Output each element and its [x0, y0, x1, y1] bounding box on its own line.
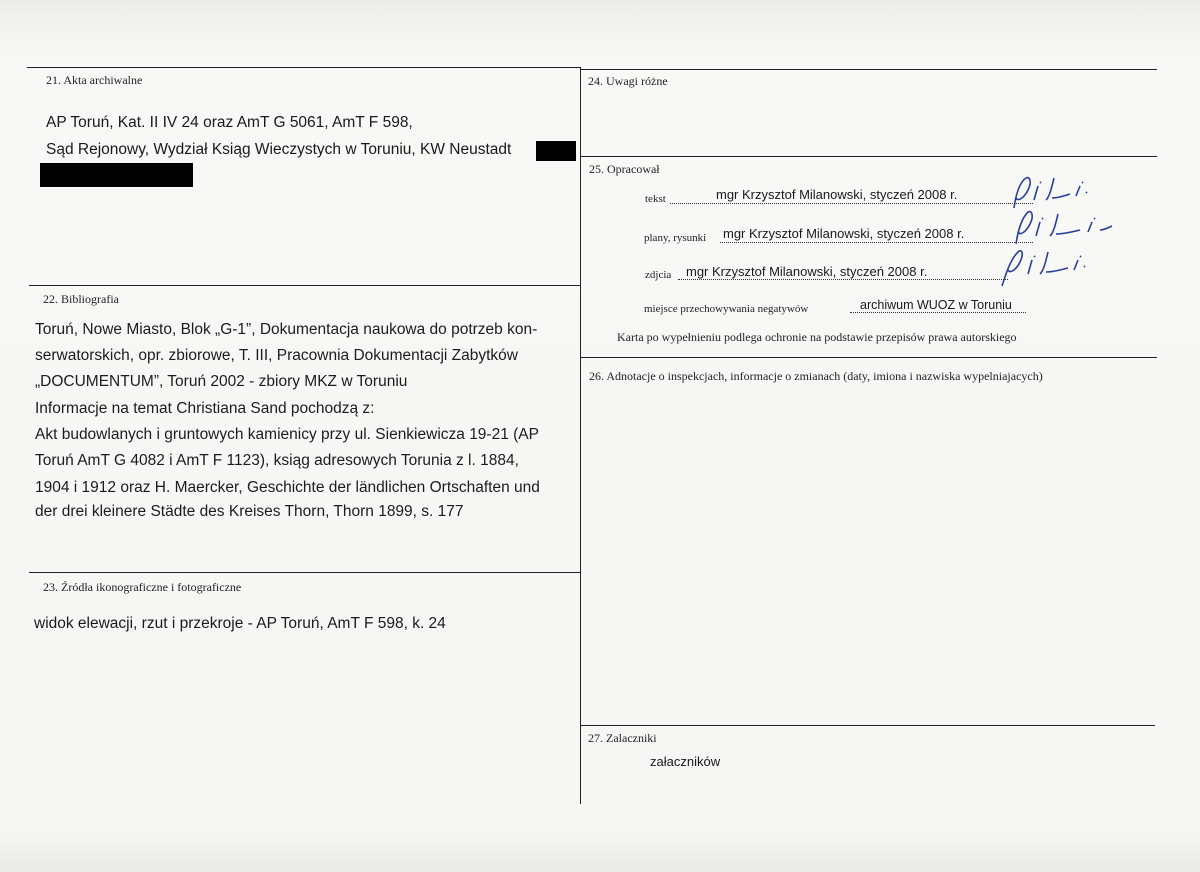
- section-21-line-2: Sąd Rejonowy, Wydział Ksiąg Wieczystych w Toruniu, KW Neustadt: [46, 141, 512, 158]
- signature-zdjecia: [998, 244, 1098, 288]
- signature-plany: [1010, 206, 1120, 246]
- tekst-value: mgr Krzysztof Milanowski, styczeń 2008 r.: [716, 187, 958, 202]
- section-24-title: 24. Uwagi różne: [588, 74, 668, 88]
- tekst-label: tekst: [645, 193, 666, 205]
- rule-22-23: [29, 572, 580, 573]
- section-27-line-1: załaczników: [650, 754, 721, 769]
- rule-26-27: [581, 725, 1155, 726]
- negatywy-value: archiwum WUOZ w Toruniu: [860, 298, 1012, 312]
- bibliography-line: „DOCUMENTUM”, Toruń 2002 - zbiory MKZ w Toruniu: [35, 373, 408, 390]
- section-25-title: 25. Opracował: [589, 162, 660, 176]
- section-27-title: 27. Zalaczniki: [588, 731, 657, 745]
- copyright-note: Karta po wypełnieniu podlega ochronie na podstawie przepisów prawa autorskiego: [617, 330, 1017, 344]
- section-23-line-1: widok elewacji, rzut i przekroje - AP Toruń, AmT F 598, k. 24: [34, 615, 446, 632]
- bibliography-line: 1904 i 1912 oraz H. Maercker, Geschichte der ländlichen Ortschaften und: [35, 479, 540, 496]
- bibliography-line: serwatorskich, opr. zbiorowe, T. III, Pracownia Dokumentacji Zabytków: [35, 347, 518, 364]
- bibliography-line: Toruń AmT G 4082 i AmT F 1123), ksiąg adresowych Torunia z l. 1884,: [35, 452, 519, 469]
- zdjecia-value: mgr Krzysztof Milanowski, styczeń 2008 r.: [686, 264, 928, 279]
- section-22-title: 22. Bibliografia: [43, 292, 119, 306]
- redaction-block-2: [40, 163, 193, 187]
- section-21-line-1: AP Toruń, Kat. II IV 24 oraz AmT G 5061, AmT F 598,: [46, 114, 413, 131]
- bibliography-line: Informacje na temat Christiana Sand pochodzą z:: [35, 400, 375, 417]
- plany-value: mgr Krzysztof Milanowski, styczeń 2008 r.: [723, 226, 965, 241]
- center-divider: [580, 67, 581, 804]
- redaction-block-1: [536, 141, 576, 161]
- bibliography-line: Toruń, Nowe Miasto, Blok „G-1”, Dokumentacja naukowa do potrzeb kon-: [35, 321, 538, 338]
- rule-21-22: [29, 285, 580, 286]
- rule-24-25: [581, 156, 1157, 157]
- negatywy-label: miejsce przechowywania negatywów: [644, 303, 809, 315]
- bibliography-line: der drei kleinere Städte des Kreises Thorn, Thorn 1899, s. 177: [35, 503, 464, 520]
- top-rule-left: [27, 67, 581, 68]
- top-rule-right: [581, 69, 1157, 70]
- plany-label: plany, rysunki: [644, 232, 707, 244]
- section-21-title: 21. Akta archiwalne: [46, 73, 143, 87]
- section-23-title: 23. Źródła ikonograficzne i fotograficzne: [43, 580, 242, 594]
- rule-25-26: [581, 357, 1157, 358]
- section-26-title: 26. Adnotacje o inspekcjach, informacje o zmianach (daty, imiona i nazwiska wypelniajacych): [589, 369, 1043, 383]
- bibliography-line: Akt budowlanych i gruntowych kamienicy przy ul. Sienkiewicza 19-21 (AP: [35, 426, 539, 443]
- zdjecia-label: zdjcia: [645, 269, 672, 281]
